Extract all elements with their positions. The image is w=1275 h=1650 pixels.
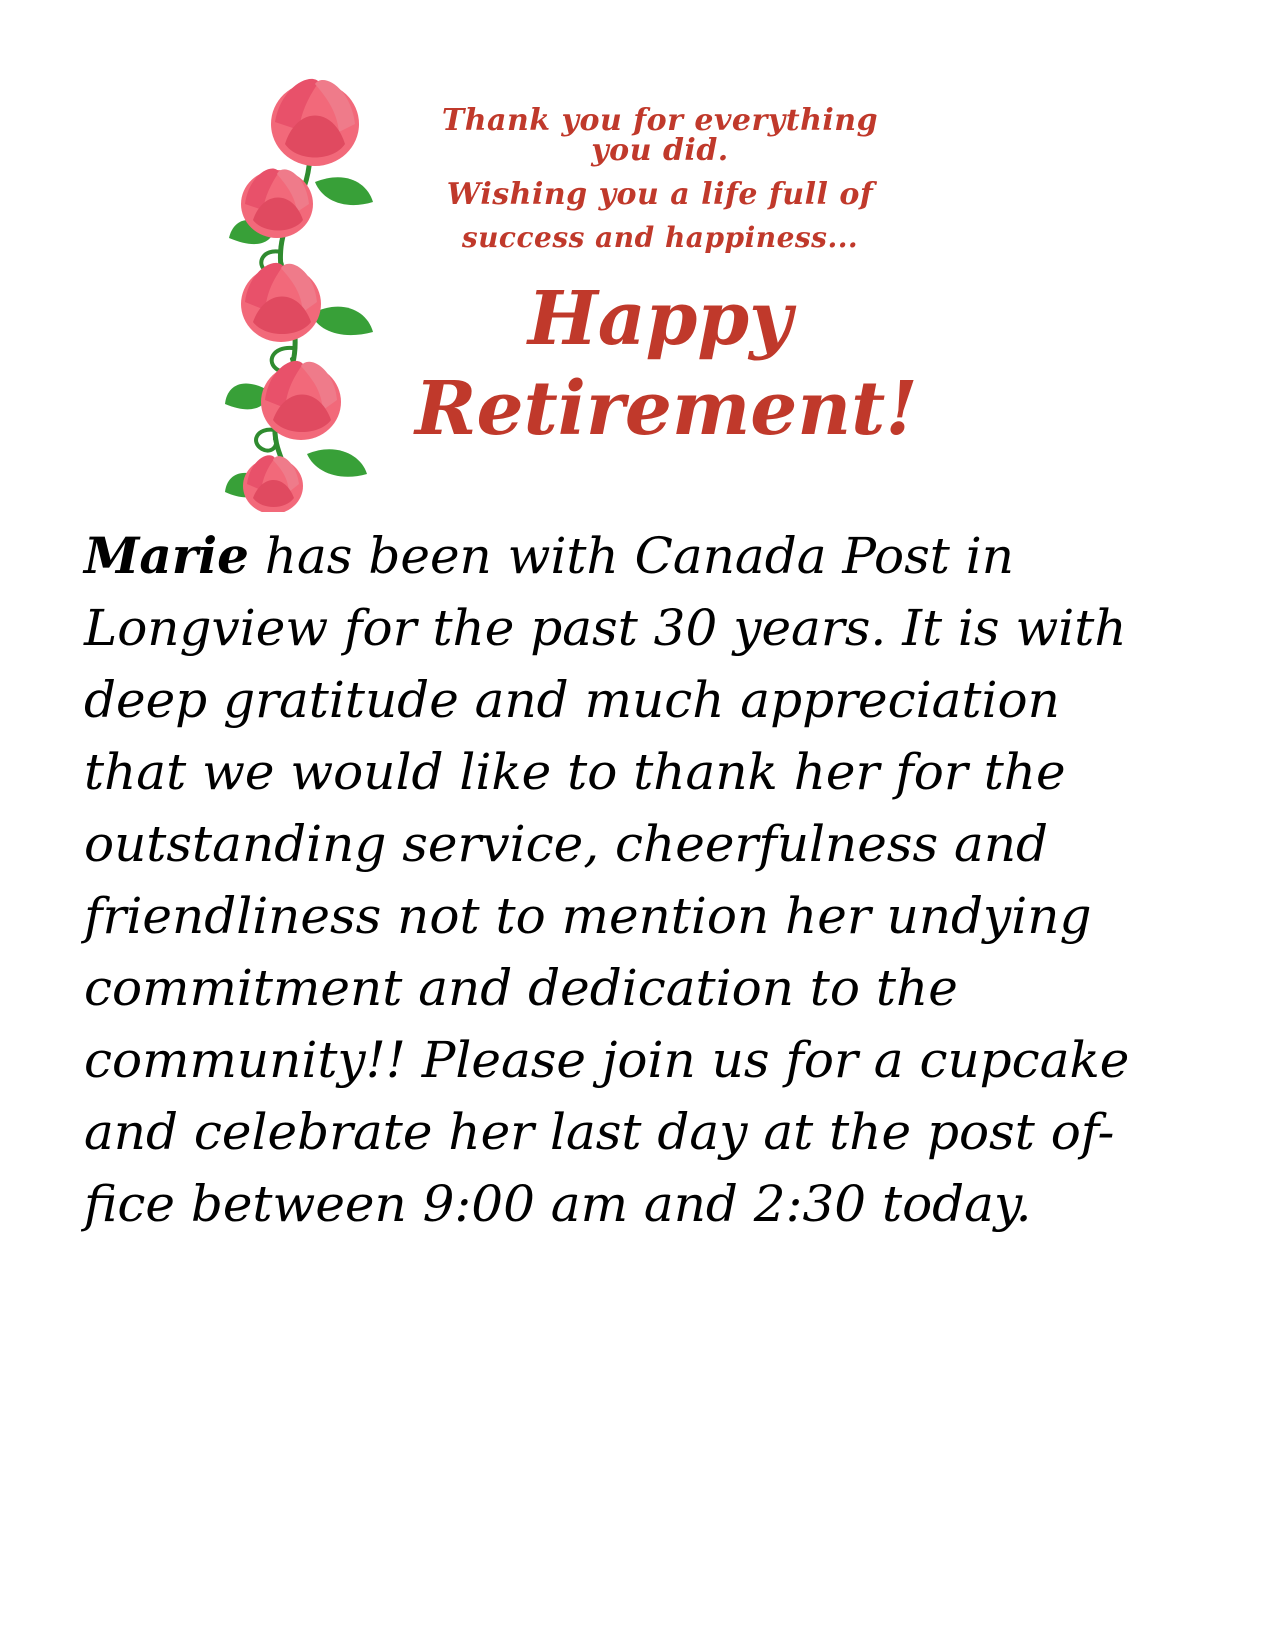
greeting-line-3: success and happiness...: [461, 221, 859, 254]
announcement-body: [84, 520, 1154, 1240]
retirement-card: [215, 62, 918, 512]
headline-retirement: Retirement!: [415, 366, 918, 452]
honoree-name: Marie: [84, 526, 249, 585]
tulip-flower-border-icon: [215, 62, 400, 512]
announcement-text: has been with Canada Post in Longview for the past 30 years. It is with deep gratitude and much appreciation that we would like to thank her for the outstanding service, cheerfulness and friendliness not to mention her undying commitment and dedication to the community!! Please join us for a cupcake and celebrate her last day at the post of-fice between 9:00 am and 2:30 today.: [84, 527, 1130, 1233]
greeting-line-2: Wishing you a life full of: [446, 177, 874, 212]
greeting-line-1: Thank you for everything you did.: [441, 103, 879, 168]
headline-happy: Happy: [527, 276, 793, 362]
card-message-block: [415, 62, 918, 512]
